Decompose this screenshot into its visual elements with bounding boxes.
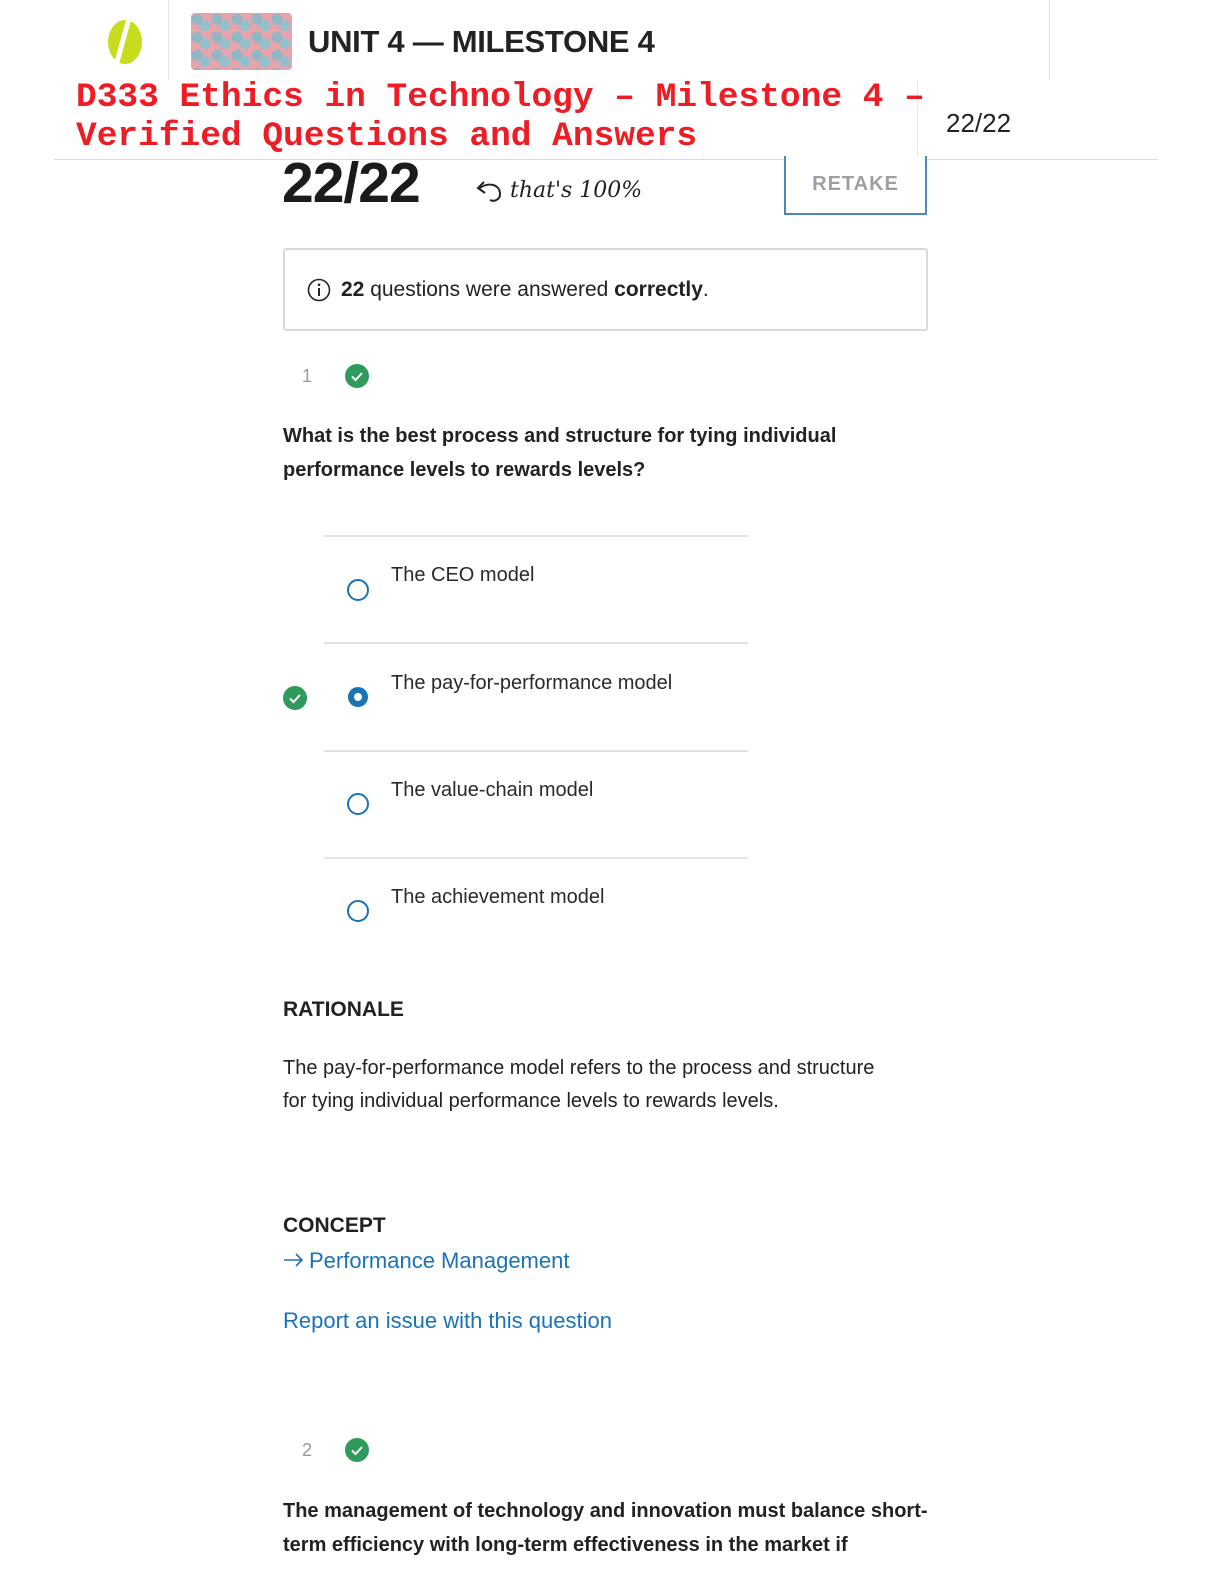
info-icon — [307, 278, 331, 302]
score-note: that's 100% — [510, 178, 643, 203]
correct-check-icon — [345, 1438, 369, 1462]
option-divider — [324, 857, 748, 859]
question-number: 1 — [302, 366, 313, 386]
retake-button[interactable]: RETAKE — [784, 156, 927, 215]
radio-option-4[interactable] — [346, 899, 370, 923]
option-label[interactable]: The value-chain model — [391, 779, 594, 801]
correct-check-icon — [345, 364, 369, 388]
radio-option-3[interactable] — [346, 792, 370, 816]
header-bottom-border — [54, 159, 1158, 160]
concept-link-label[interactable]: Performance Management — [309, 1248, 570, 1273]
option-label[interactable]: The achievement model — [391, 886, 605, 908]
curved-arrow-icon — [474, 178, 504, 204]
radio-option-2-selected[interactable] — [346, 685, 370, 709]
question-text: The management of technology and innovation must balance short-term efficiency with long-term effectiveness in the market if — [283, 1500, 928, 1556]
question-text: What is the best process and structure for tying individual performance levels to rewards levels? — [283, 425, 837, 481]
sophia-logo-icon[interactable] — [104, 16, 146, 68]
question-number: 2 — [302, 1440, 313, 1460]
summary-correctly: correctly — [614, 277, 703, 301]
document-overlay-title: D333 Ethics in Technology – Milestone 4 – Verified Questions and Answers — [76, 78, 925, 156]
rationale-text: The pay-for-performance model refers to the process and structure for tying individual performance levels to rewards levels. — [283, 1057, 875, 1112]
summary-count: 22 — [341, 277, 365, 301]
arrow-right-icon — [283, 1248, 305, 1274]
option-divider — [324, 750, 748, 752]
unit-title: UNIT 4 — MILESTONE 4 — [308, 24, 655, 59]
concept-link[interactable] — [283, 1248, 569, 1274]
concept-title: CONCEPT — [283, 1214, 386, 1237]
radio-option-1[interactable] — [346, 578, 370, 602]
header-score: 22/22 — [946, 108, 1012, 138]
header-divider-right — [1049, 0, 1050, 80]
summary-period: . — [702, 277, 709, 301]
summary-text: questions were answered — [364, 277, 615, 301]
rationale-title: RATIONALE — [283, 998, 404, 1021]
option-label[interactable]: The pay-for-performance model — [391, 672, 673, 694]
header-divider-left — [168, 0, 169, 80]
report-issue-link[interactable]: Report an issue with this question — [283, 1308, 612, 1333]
big-score: 22/22 — [282, 151, 420, 215]
correct-answer-check-icon — [283, 686, 307, 710]
results-summary — [283, 248, 928, 331]
course-thumbnail — [191, 13, 292, 70]
option-divider — [324, 535, 748, 537]
option-divider — [324, 642, 748, 644]
option-label[interactable]: The CEO model — [391, 564, 535, 586]
